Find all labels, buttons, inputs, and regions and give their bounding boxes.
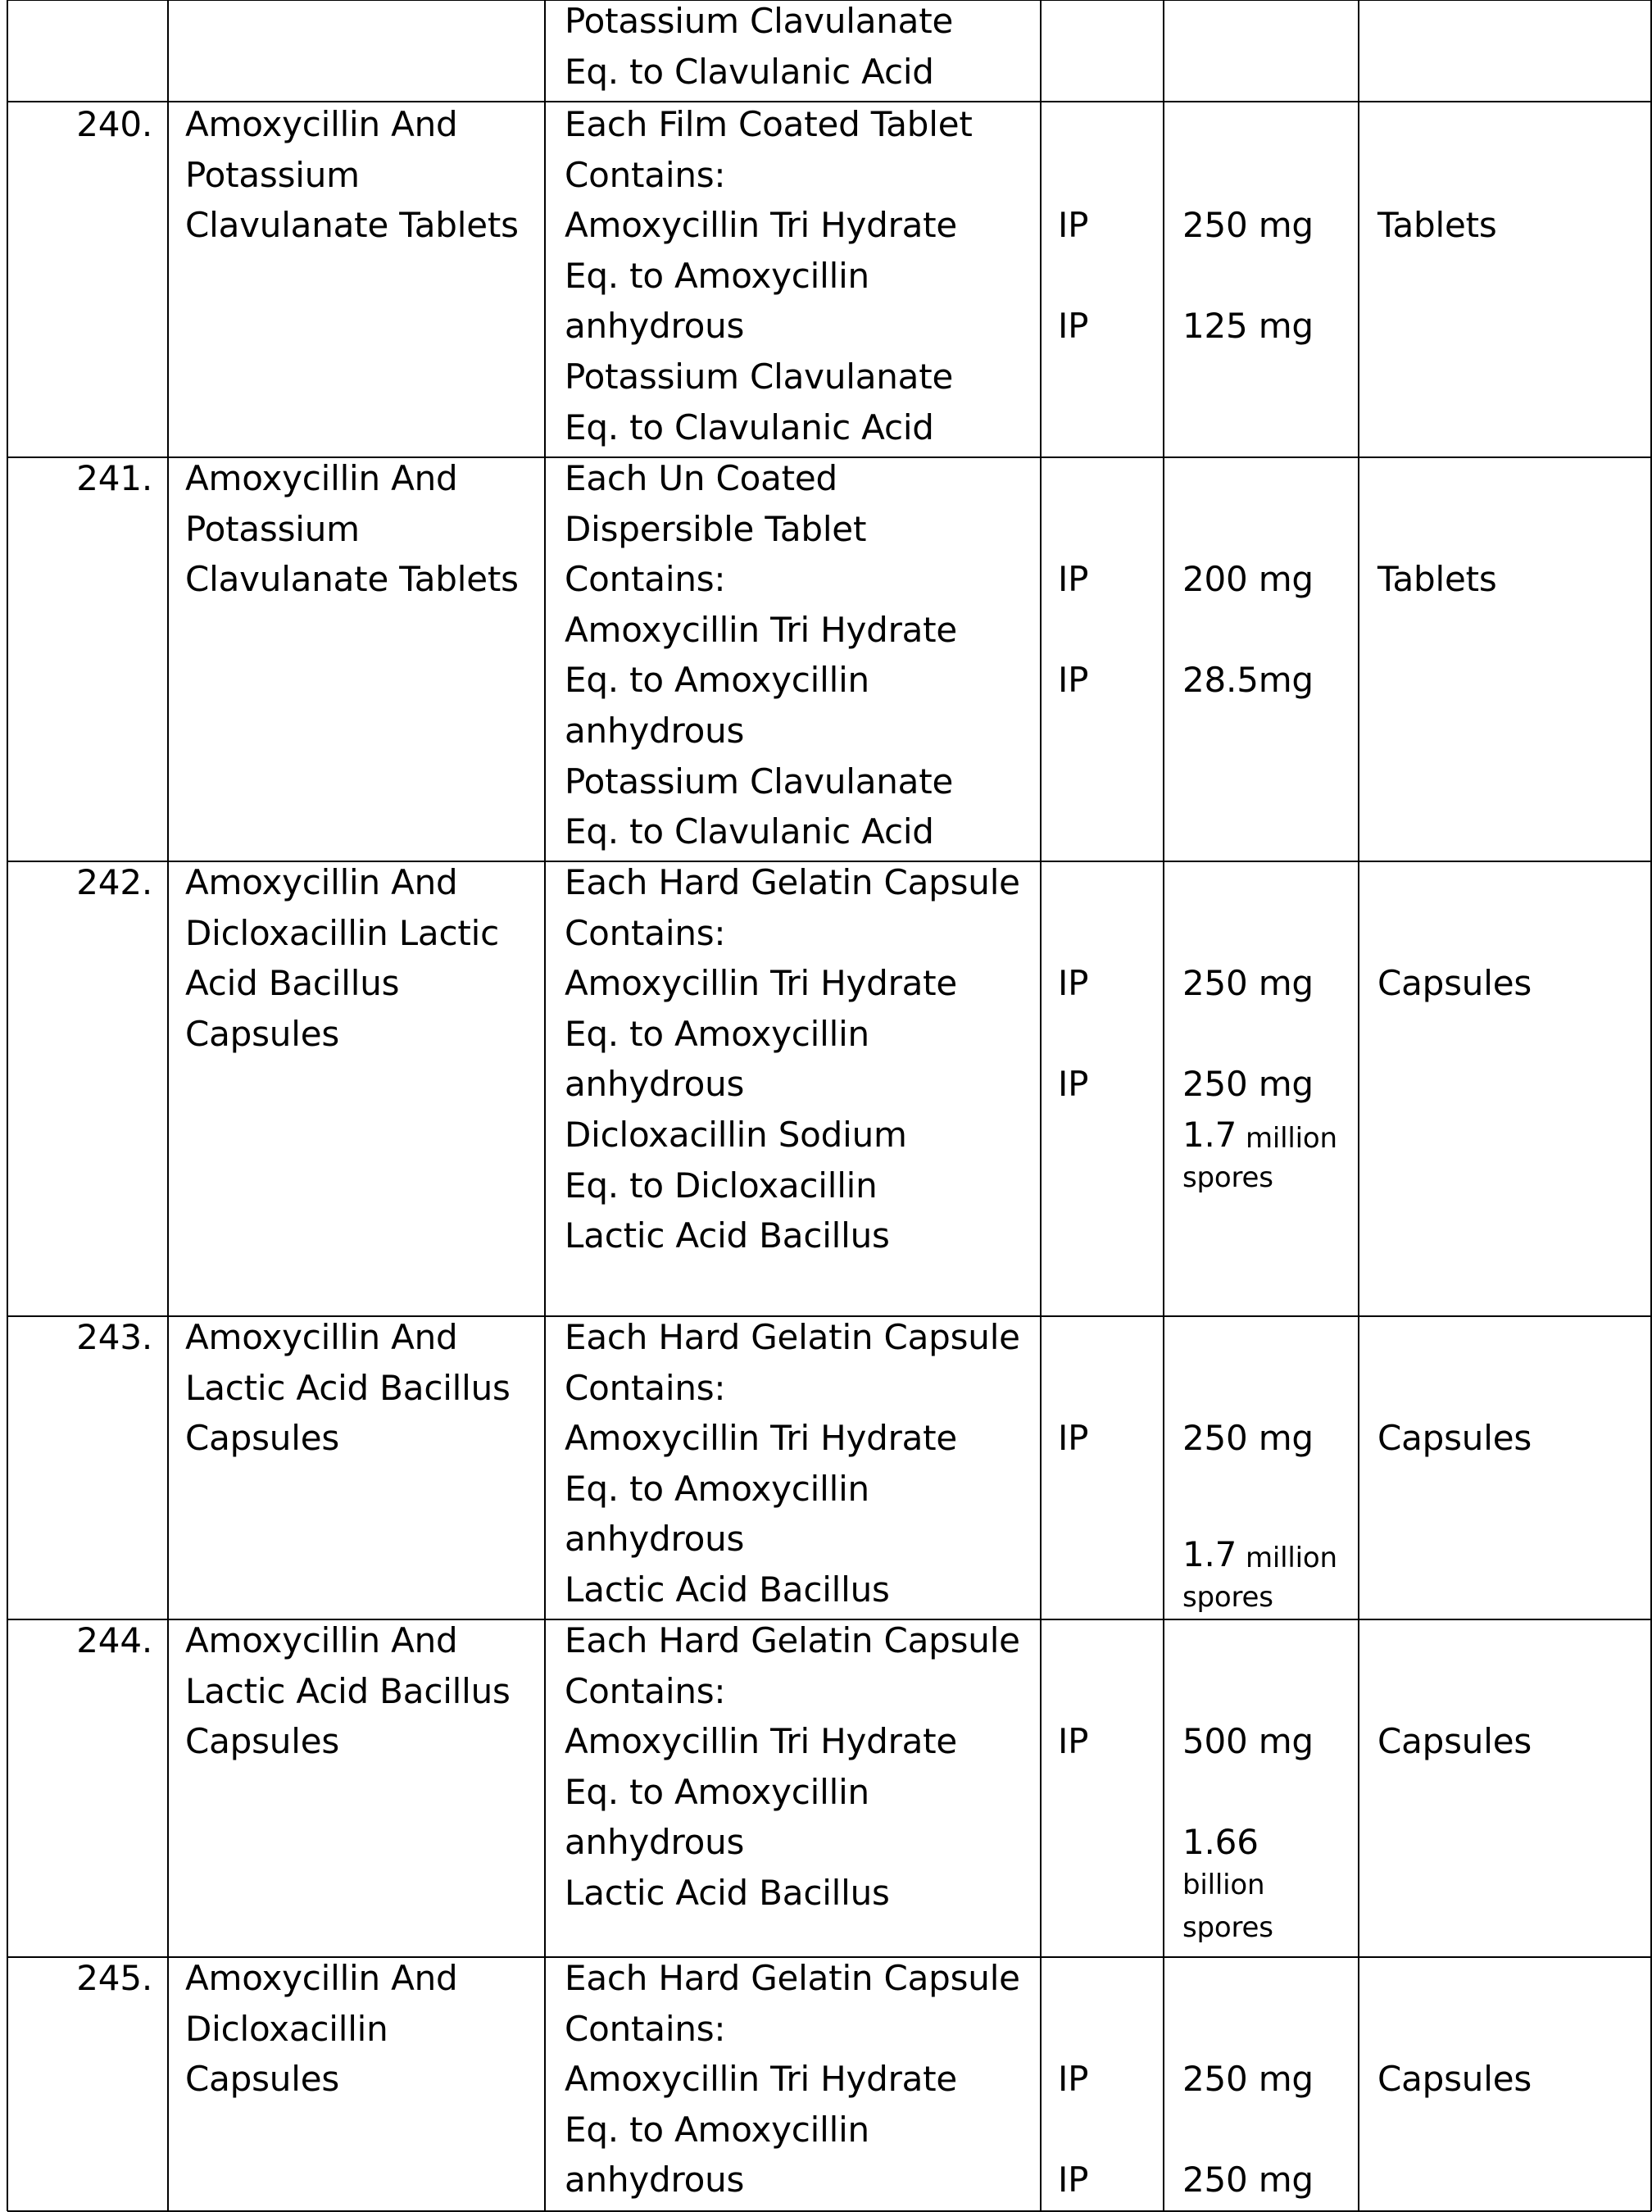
standard-ip: IP bbox=[1058, 2160, 1089, 2201]
composition-line: Contains: bbox=[565, 2008, 726, 2049]
composition-line: Amoxycillin Tri Hydrate bbox=[565, 609, 958, 650]
product-name-line: Capsules bbox=[185, 1013, 340, 1054]
dosage-form: Capsules bbox=[1377, 1418, 1532, 1459]
composition-line: Amoxycillin Tri Hydrate bbox=[565, 205, 958, 246]
strength-value: 250 mg bbox=[1182, 1064, 1314, 1105]
composition-line: Eq. to Clavulanic Acid bbox=[565, 407, 934, 447]
composition-line: Lactic Acid Bacillus bbox=[565, 1215, 890, 1256]
product-name-line: Potassium bbox=[185, 508, 360, 549]
composition-line: Amoxycillin Tri Hydrate bbox=[565, 963, 958, 1004]
standard-ip: IP bbox=[1058, 1418, 1089, 1459]
strength-value: 1.7 bbox=[1182, 1533, 1237, 1574]
composition-line: anhydrous bbox=[565, 1519, 745, 1560]
strength-unit: million bbox=[1246, 1122, 1337, 1155]
dosage-form: Capsules bbox=[1377, 2059, 1532, 2100]
dosage-form: Tablets bbox=[1377, 559, 1497, 600]
strength-unit: spores bbox=[1182, 1161, 1273, 1194]
strength-value: 28.5mg bbox=[1182, 660, 1314, 701]
composition-line: Contains: bbox=[565, 1367, 726, 1408]
composition-line: Contains: bbox=[565, 1670, 726, 1711]
composition-line: Contains: bbox=[565, 559, 726, 600]
composition-line: Eq. to Dicloxacillin bbox=[565, 1165, 878, 1206]
strength-unit: million bbox=[1246, 1541, 1337, 1574]
strength-value: 250 mg bbox=[1182, 205, 1314, 246]
serial-number: 242. bbox=[76, 862, 152, 902]
product-name-line: Capsules bbox=[185, 1418, 340, 1459]
standard-ip: IP bbox=[1058, 306, 1089, 347]
composition-line: Contains: bbox=[565, 912, 726, 953]
composition-line: anhydrous bbox=[565, 2160, 745, 2201]
strength-unit: billion bbox=[1182, 1869, 1265, 1902]
strength-value: 500 mg bbox=[1182, 1721, 1314, 1762]
strength-value: 1.7 bbox=[1182, 1115, 1237, 1155]
dosage-form: Capsules bbox=[1377, 1721, 1532, 1762]
strength-value: 200 mg bbox=[1182, 559, 1314, 600]
composition-line: Eq. to Amoxycillin bbox=[565, 1013, 869, 1054]
product-name-line: Dicloxacillin bbox=[185, 2008, 388, 2049]
strength-unit: spores bbox=[1182, 1580, 1273, 1614]
product-name-line: Potassium bbox=[185, 154, 360, 195]
standard-ip: IP bbox=[1058, 2059, 1089, 2100]
composition-line: Eq. to Amoxycillin bbox=[565, 2109, 869, 2150]
strength-value: 250 mg bbox=[1182, 1418, 1314, 1459]
composition-line: Lactic Acid Bacillus bbox=[565, 1569, 890, 1610]
composition-line: Potassium Clavulanate bbox=[565, 761, 954, 802]
dosage-form: Capsules bbox=[1377, 963, 1532, 1004]
composition-line: Eq. to Clavulanic Acid bbox=[565, 811, 934, 852]
composition-line: Potassium Clavulanate bbox=[565, 1, 954, 41]
composition-line: Amoxycillin Tri Hydrate bbox=[565, 2059, 958, 2100]
product-name-line: Capsules bbox=[185, 2059, 340, 2100]
standard-ip: IP bbox=[1058, 963, 1089, 1004]
composition-line: Eq. to Amoxycillin bbox=[565, 1771, 869, 1812]
composition-line: Dicloxacillin Sodium bbox=[565, 1115, 907, 1155]
serial-number: 243. bbox=[76, 1317, 152, 1357]
strength-value: 125 mg bbox=[1182, 306, 1314, 347]
composition-line: Eq. to Amoxycillin bbox=[565, 660, 869, 701]
strength-unit: spores bbox=[1182, 1911, 1273, 1945]
product-name-line: Lactic Acid Bacillus bbox=[185, 1367, 511, 1408]
composition-line: Each Hard Gelatin Capsule bbox=[565, 1620, 1020, 1660]
serial-number: 240. bbox=[76, 104, 152, 144]
product-name-line: Amoxycillin And bbox=[185, 1620, 458, 1660]
composition-line: Dispersible Tablet bbox=[565, 508, 867, 549]
dosage-form: Tablets bbox=[1377, 205, 1497, 246]
product-name-line: Amoxycillin And bbox=[185, 458, 458, 498]
product-name-line: Dicloxacillin Lactic bbox=[185, 912, 499, 953]
serial-number: 241. bbox=[76, 458, 152, 498]
strength-value: 1.66 bbox=[1182, 1822, 1259, 1863]
strength-value: 250 mg bbox=[1182, 963, 1314, 1004]
product-name-line: Lactic Acid Bacillus bbox=[185, 1670, 511, 1711]
composition-line: Amoxycillin Tri Hydrate bbox=[565, 1721, 958, 1762]
composition-line: Each Hard Gelatin Capsule bbox=[565, 1958, 1020, 1998]
composition-line: anhydrous bbox=[565, 306, 745, 347]
composition-line: Potassium Clavulanate bbox=[565, 357, 954, 397]
product-name-line: Clavulanate Tablets bbox=[185, 205, 519, 246]
product-name-line: Capsules bbox=[185, 1721, 340, 1762]
composition-line: Eq. to Amoxycillin bbox=[565, 255, 869, 296]
serial-number: 245. bbox=[76, 1958, 152, 1998]
standard-ip: IP bbox=[1058, 660, 1089, 701]
composition-line: Each Un Coated bbox=[565, 458, 837, 498]
standard-ip: IP bbox=[1058, 1064, 1089, 1105]
composition-line: Each Hard Gelatin Capsule bbox=[565, 862, 1020, 902]
strength-value: 250 mg bbox=[1182, 2160, 1314, 2201]
product-name-line: Amoxycillin And bbox=[185, 862, 458, 902]
composition-line: anhydrous bbox=[565, 711, 745, 751]
composition-line: anhydrous bbox=[565, 1822, 745, 1863]
strength-value: 250 mg bbox=[1182, 2059, 1314, 2100]
product-name-line: Acid Bacillus bbox=[185, 963, 400, 1004]
composition-line: Eq. to Clavulanic Acid bbox=[565, 51, 934, 92]
standard-ip: IP bbox=[1058, 205, 1089, 246]
composition-line: Eq. to Amoxycillin bbox=[565, 1468, 869, 1509]
composition-line: Contains: bbox=[565, 154, 726, 195]
product-name-line: Clavulanate Tablets bbox=[185, 559, 519, 600]
standard-ip: IP bbox=[1058, 1721, 1089, 1762]
composition-line: anhydrous bbox=[565, 1064, 745, 1105]
composition-line: Lactic Acid Bacillus bbox=[565, 1873, 890, 1913]
product-name-line: Amoxycillin And bbox=[185, 104, 458, 144]
product-name-line: Amoxycillin And bbox=[185, 1317, 458, 1357]
composition-line: Amoxycillin Tri Hydrate bbox=[565, 1418, 958, 1459]
composition-line: Each Film Coated Tablet bbox=[565, 104, 973, 144]
standard-ip: IP bbox=[1058, 559, 1089, 600]
composition-line: Each Hard Gelatin Capsule bbox=[565, 1317, 1020, 1357]
serial-number: 244. bbox=[76, 1620, 152, 1660]
product-name-line: Amoxycillin And bbox=[185, 1958, 458, 1998]
